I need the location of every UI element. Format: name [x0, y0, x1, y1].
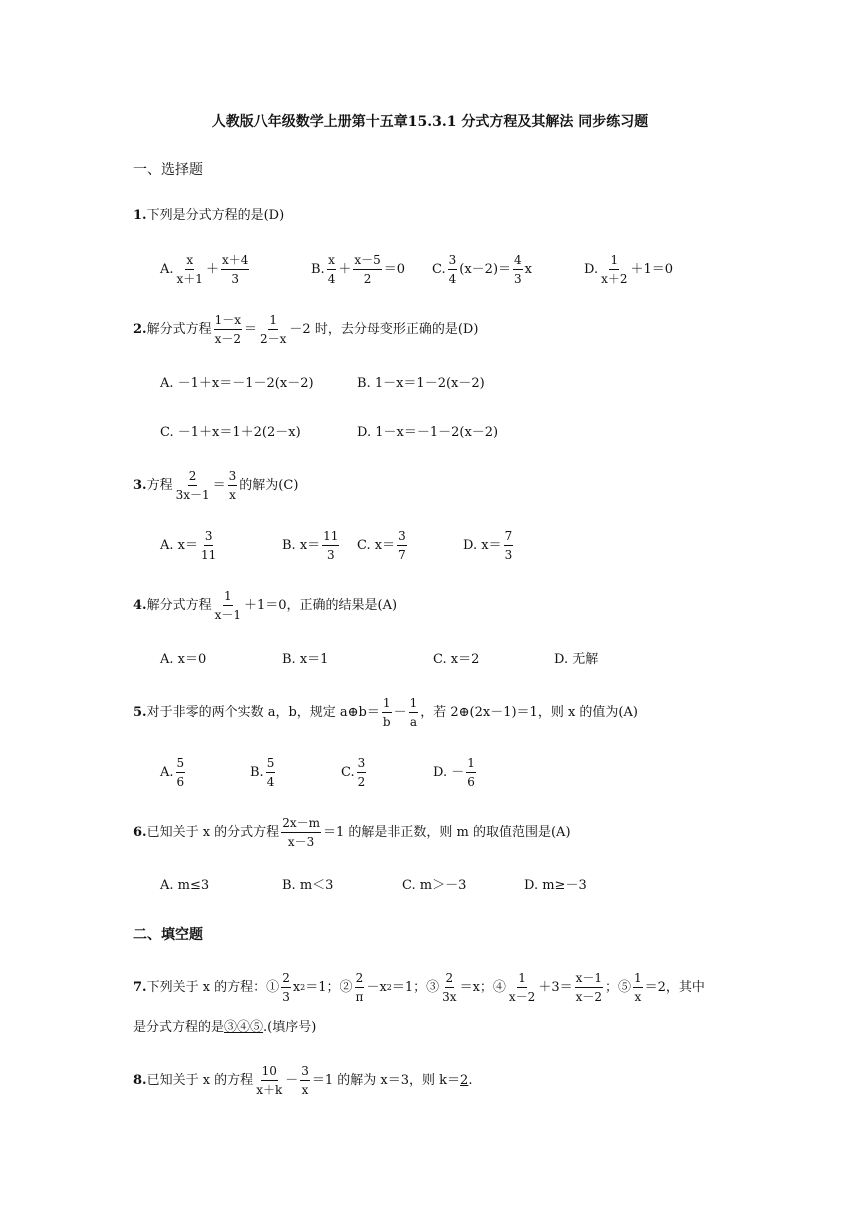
- fraction: [259, 313, 287, 346]
- question-text: .(填序号): [263, 1020, 317, 1035]
- denominator: 11: [201, 548, 217, 562]
- question-3-stem: [133, 469, 298, 502]
- denominator: 2－x: [260, 332, 287, 346]
- denominator: x－2: [214, 332, 241, 346]
- denominator: a: [409, 715, 417, 729]
- q5-option-d: [433, 756, 478, 789]
- numerator: 1: [382, 696, 392, 713]
- numerator: 10: [261, 1064, 278, 1081]
- fraction: [300, 1064, 310, 1097]
- question-number: 1.: [133, 208, 147, 223]
- question-text: －2 时，去分母变形正确的是(D): [289, 321, 479, 337]
- page-title: 人教版八年级数学上册第十五章15.3.1 分式方程及其解法 同步练习题: [211, 114, 649, 130]
- q2-option-c: C. －1＋x＝1＋2(2－x): [160, 425, 301, 440]
- math-text: －x: [366, 979, 387, 995]
- numerator: 11: [322, 529, 339, 546]
- operator: －: [285, 1072, 299, 1088]
- operator: ＝: [244, 321, 258, 337]
- question-number: 2.: [133, 321, 147, 337]
- q2-option-d: D. 1－x＝－1－2(x－2): [357, 425, 499, 440]
- q4-option-d: D. 无解: [554, 652, 599, 667]
- denominator: 3: [326, 548, 335, 562]
- operator: ＝: [212, 477, 226, 493]
- numerator: 4: [513, 253, 523, 270]
- numerator: 3: [397, 529, 407, 546]
- question-text: .: [468, 1072, 473, 1088]
- fraction: [200, 529, 217, 562]
- fraction: [441, 971, 457, 1004]
- numerator: x＋4: [221, 253, 249, 270]
- option-label: D. －: [433, 764, 465, 780]
- section-heading-choice: 一、选择题: [133, 162, 203, 178]
- denominator: 2: [363, 272, 372, 286]
- numerator: 3: [448, 253, 458, 270]
- fraction: [228, 469, 238, 502]
- denominator: x＋2: [601, 272, 628, 286]
- fraction: [357, 756, 367, 789]
- question-7-line2: [133, 1020, 316, 1036]
- question-text: 解分式方程: [146, 321, 212, 337]
- numerator: x: [327, 253, 336, 270]
- denominator: 3: [504, 548, 513, 562]
- fraction: [504, 529, 514, 562]
- question-text: 下列关于 x 的方程：①: [146, 979, 280, 995]
- q6-option-c: C. m＞－3: [402, 878, 467, 893]
- q5-option-b: [250, 756, 277, 789]
- denominator: 6: [176, 775, 185, 789]
- denominator: 2: [357, 775, 366, 789]
- denominator: 3: [514, 272, 522, 286]
- numerator: 1: [466, 756, 476, 773]
- fraction: [466, 756, 476, 789]
- fraction: [214, 313, 242, 346]
- fraction: [397, 529, 407, 562]
- denominator: 3: [282, 990, 290, 1004]
- fraction: [513, 253, 523, 286]
- denominator: 4: [327, 272, 336, 286]
- fraction: [633, 971, 643, 1004]
- operator: ＋: [205, 261, 219, 277]
- q3-option-d: [463, 529, 515, 562]
- denominator: x＋k: [256, 1083, 283, 1097]
- denominator: 3x: [442, 990, 457, 1004]
- q3-option-b: [282, 529, 341, 562]
- question-text: ＋1＝0，正确的结果是(A): [244, 597, 398, 613]
- denominator: 4: [266, 775, 275, 789]
- q1-option-d: [584, 253, 673, 286]
- question-1-stem: [133, 208, 284, 224]
- exponent: 2: [300, 982, 306, 992]
- numerator: 5: [176, 756, 186, 773]
- q2-option-a: A. －1＋x＝－1－2(x－2): [160, 376, 314, 391]
- option-label: D. x＝: [463, 537, 502, 553]
- fraction: [448, 253, 458, 286]
- equation-tail: x: [524, 261, 532, 277]
- denominator: b: [382, 715, 391, 729]
- question-text: 解分式方程: [146, 597, 212, 613]
- question-number: 4.: [133, 597, 147, 613]
- option-label: D.: [584, 261, 599, 277]
- equation-tail: ＋1＝0: [630, 261, 674, 277]
- question-text: ，若 2⊕(2x－1)＝1，则 x 的值为(A): [420, 704, 638, 720]
- denominator: x＋1: [176, 272, 203, 286]
- numerator: 1－x: [214, 313, 242, 330]
- q3-option-c: [357, 529, 409, 562]
- numerator: 1: [409, 696, 419, 713]
- question-8-stem: [133, 1064, 472, 1097]
- q3-option-a: [160, 529, 219, 562]
- question-7-stem: [133, 971, 705, 1004]
- question-text: 已知关于 x 的方程: [146, 1072, 254, 1088]
- fraction: [355, 971, 365, 1004]
- numerator: 3: [228, 469, 238, 486]
- fraction: [575, 971, 603, 1004]
- denominator: x－3: [287, 835, 315, 849]
- q5-option-c: [341, 756, 368, 789]
- option-label: B. x＝: [282, 537, 321, 553]
- fraction: [176, 253, 204, 286]
- question-text: 是分式方程的是: [133, 1020, 225, 1035]
- denominator: x: [301, 1083, 309, 1097]
- numerator: 3: [204, 529, 214, 546]
- option-label: C.: [341, 764, 355, 780]
- equation-tail: ＝0: [383, 261, 406, 277]
- equation-middle: (x－2)＝: [459, 261, 512, 277]
- fraction: [255, 1064, 283, 1097]
- fraction: [266, 756, 276, 789]
- denominator: 4: [448, 272, 457, 286]
- numerator: 1: [633, 971, 643, 988]
- fraction: [175, 469, 211, 502]
- q5-option-a: [160, 756, 187, 789]
- option-label: C.: [432, 261, 446, 277]
- question-number: 3.: [133, 477, 147, 493]
- fraction: [382, 696, 392, 729]
- numerator: x－5: [353, 253, 381, 270]
- denominator: x－2: [575, 990, 602, 1004]
- question-number: 6.: [133, 824, 147, 840]
- numerator: 3: [300, 1064, 310, 1081]
- question-2-stem: [133, 313, 478, 346]
- numerator: 1: [609, 253, 619, 270]
- math-text: ；⑤: [605, 979, 632, 995]
- denominator: x－2: [508, 990, 536, 1004]
- option-label: A. x＝: [160, 537, 198, 553]
- question-text: ＝1 的解是非正数，则 m 的取值范围是(A): [322, 824, 571, 840]
- denominator: 3: [231, 272, 239, 286]
- denominator: 3x－1: [175, 488, 210, 502]
- numerator: 7: [504, 529, 514, 546]
- q4-option-c: C. x＝2: [433, 652, 480, 667]
- denominator: x－1: [214, 608, 241, 622]
- fraction: [353, 253, 381, 286]
- question-number: 8.: [133, 1072, 147, 1088]
- question-text: 的解为(C): [239, 477, 299, 493]
- answer-blank: 2: [460, 1072, 469, 1088]
- q2-option-b: B. 1－x＝1－2(x－2): [357, 376, 485, 391]
- numerator: 1: [517, 971, 527, 988]
- question-6-stem: [133, 816, 571, 849]
- denominator: π: [355, 990, 364, 1004]
- fraction: [600, 253, 628, 286]
- q4-option-b: B. x＝1: [282, 652, 329, 667]
- operator: ＋: [338, 261, 352, 277]
- question-text: 方程: [146, 477, 173, 493]
- denominator: x: [229, 488, 236, 502]
- numerator: 1: [223, 589, 233, 606]
- fraction: [281, 816, 321, 849]
- q6-option-d: D. m≥－3: [524, 878, 587, 893]
- fraction: [322, 529, 339, 562]
- q6-option-a: A. m≤3: [160, 878, 210, 893]
- option-label: B.: [250, 764, 264, 780]
- question-number: 7.: [133, 979, 147, 995]
- answer-blank: ③④⑤: [224, 1020, 264, 1035]
- numerator: 2: [445, 971, 455, 988]
- denominator: 7: [398, 548, 406, 562]
- math-text: ＝2，其中: [644, 979, 705, 995]
- fraction: [508, 971, 536, 1004]
- numerator: 5: [266, 756, 276, 773]
- option-label: B.: [311, 261, 325, 277]
- q1-option-a: [160, 253, 251, 286]
- numerator: 2: [281, 971, 291, 988]
- numerator: 1: [268, 313, 278, 330]
- q1-option-c: [432, 253, 532, 286]
- fraction: [327, 253, 337, 286]
- numerator: 3: [357, 756, 367, 773]
- question-text: 下列是分式方程的是(D): [146, 208, 285, 223]
- fraction: [281, 971, 291, 1004]
- option-label: A.: [160, 764, 174, 780]
- fraction: [409, 696, 419, 729]
- math-text: ＋3＝: [538, 979, 573, 995]
- fraction: [176, 756, 186, 789]
- option-label: C. x＝: [357, 537, 396, 553]
- fraction: [221, 253, 249, 286]
- question-text: ＝1 的解为 x＝3，则 k＝: [311, 1072, 461, 1088]
- fraction: [214, 589, 242, 622]
- numerator: 2x－m: [281, 816, 321, 833]
- question-number: 5.: [133, 704, 147, 720]
- question-5-stem: [133, 696, 638, 729]
- numerator: x－1: [575, 971, 603, 988]
- denominator: 6: [467, 775, 475, 789]
- option-label: A.: [160, 261, 174, 277]
- denominator: x: [634, 990, 642, 1004]
- question-text: 对于非零的两个实数 a，b，规定 a⊕b＝: [146, 704, 380, 720]
- q4-option-a: A. x＝0: [160, 652, 207, 667]
- section-heading-fill: 二、填空题: [133, 927, 203, 943]
- math-text: x: [292, 979, 301, 995]
- question-4-stem: [133, 589, 397, 622]
- q6-option-b: B. m＜3: [282, 878, 334, 893]
- math-text: ＝1；②: [305, 979, 353, 995]
- math-text: ＝1；③: [391, 979, 440, 995]
- operator: －: [393, 704, 407, 720]
- numerator: 2: [188, 469, 198, 486]
- q1-option-b: [311, 253, 405, 286]
- numerator: x: [185, 253, 194, 270]
- question-text: 已知关于 x 的分式方程: [146, 824, 280, 840]
- math-text: ＝x；④: [459, 979, 506, 995]
- exponent: 2: [386, 982, 392, 992]
- numerator: 2: [355, 971, 365, 988]
